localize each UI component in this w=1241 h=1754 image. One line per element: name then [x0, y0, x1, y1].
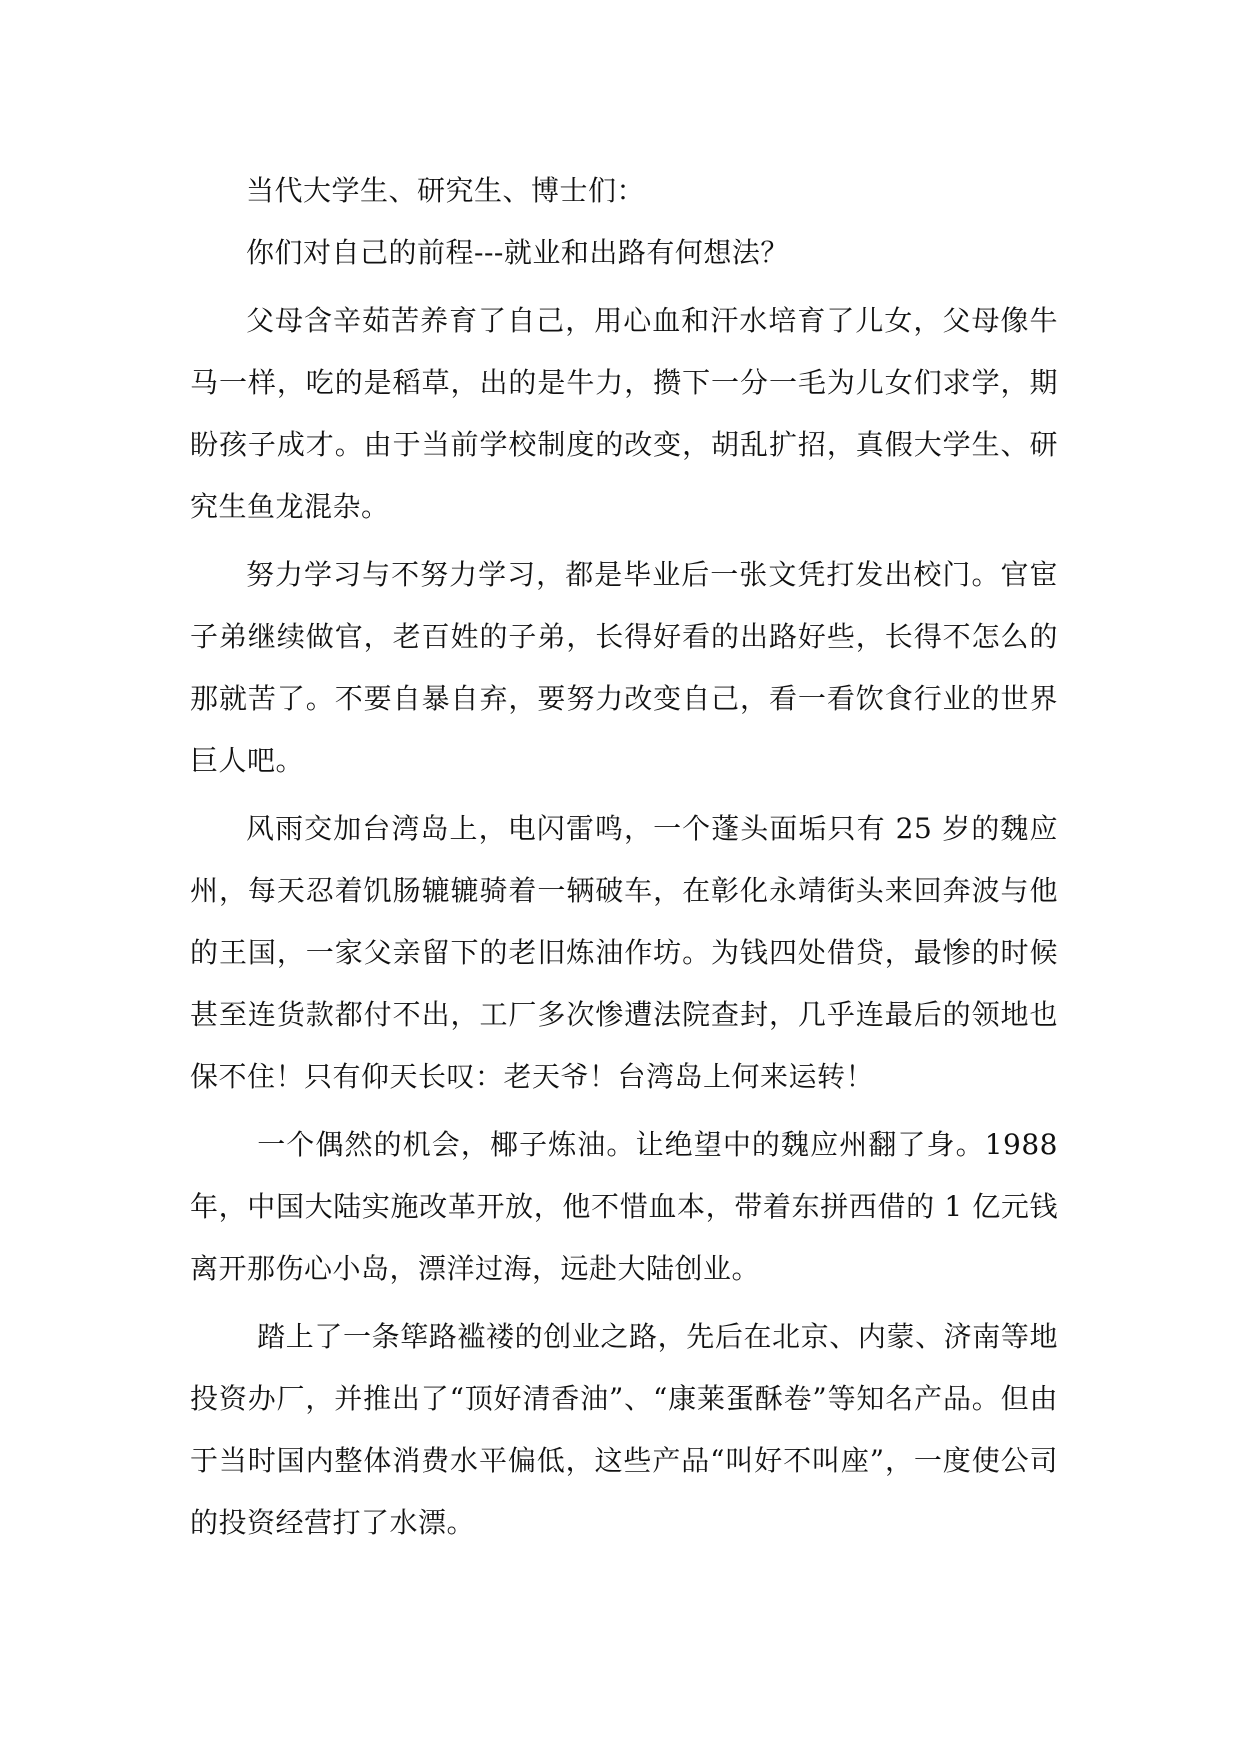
body-paragraph-taiwan: 风雨交加台湾岛上，电闪雷鸣，一个蓬头面垢只有 25 岁的魏应州，每天忍着饥肠辘辘骑着一辆破车，在彰化永靖街头来回奔波与他的王国，一家父亲留下的老旧炼油作坊。为钱四处借贷，最惨的时候甚至连货款都付不出，工厂多次惨遭法院查封，几乎连最后的领地也保不住！只有仰天长叹：老天爷！台湾岛上何来运转！: [190, 812, 1058, 1093]
body-paragraph-parents: 父母含辛茹苦养育了自己，用心血和汗水培育了儿女，父母像牛马一样，吃的是稻草，出的是牛力，攒下一分一毛为儿女们求学，期盼孩子成才。由于当前学校制度的改变，胡乱扩招，真假大学生、研究生鱼龙混杂。: [190, 304, 1058, 523]
greeting-paragraph: 当代大学生、研究生、博士们：: [246, 174, 646, 207]
document-page: [190, 160, 1058, 1554]
body-paragraph-study: 努力学习与不努力学习，都是毕业后一张文凭打发出校门。官宦子弟继续做官，老百姓的子弟，长得好看的出路好些，长得不怎么的那就苦了。不要自暴自弃，要努力改变自己，看一看饮食行业的世界巨人吧。: [190, 558, 1058, 777]
body-paragraph-opportunity: 一个偶然的机会，椰子炼油。让绝望中的魏应州翻了身。1988 年，中国大陆实施改革开放，他不惜血本，带着东拼西借的 1 亿元钱离开那伤心小岛，漂洋过海，远赴大陆创业。: [190, 1128, 1058, 1285]
question-paragraph: 你们对自己的前程---就业和出路有何想法？: [246, 236, 789, 269]
body-paragraph-startup: 踏上了一条筚路褴褛的创业之路，先后在北京、内蒙、济南等地投资办厂，并推出了“顶好清香油”、“康莱蛋酥卷”等知名产品。但由于当时国内整体消费水平偏低，这些产品“叫好不叫座”，一度使公司的投资经营打了水漂。: [190, 1320, 1058, 1539]
